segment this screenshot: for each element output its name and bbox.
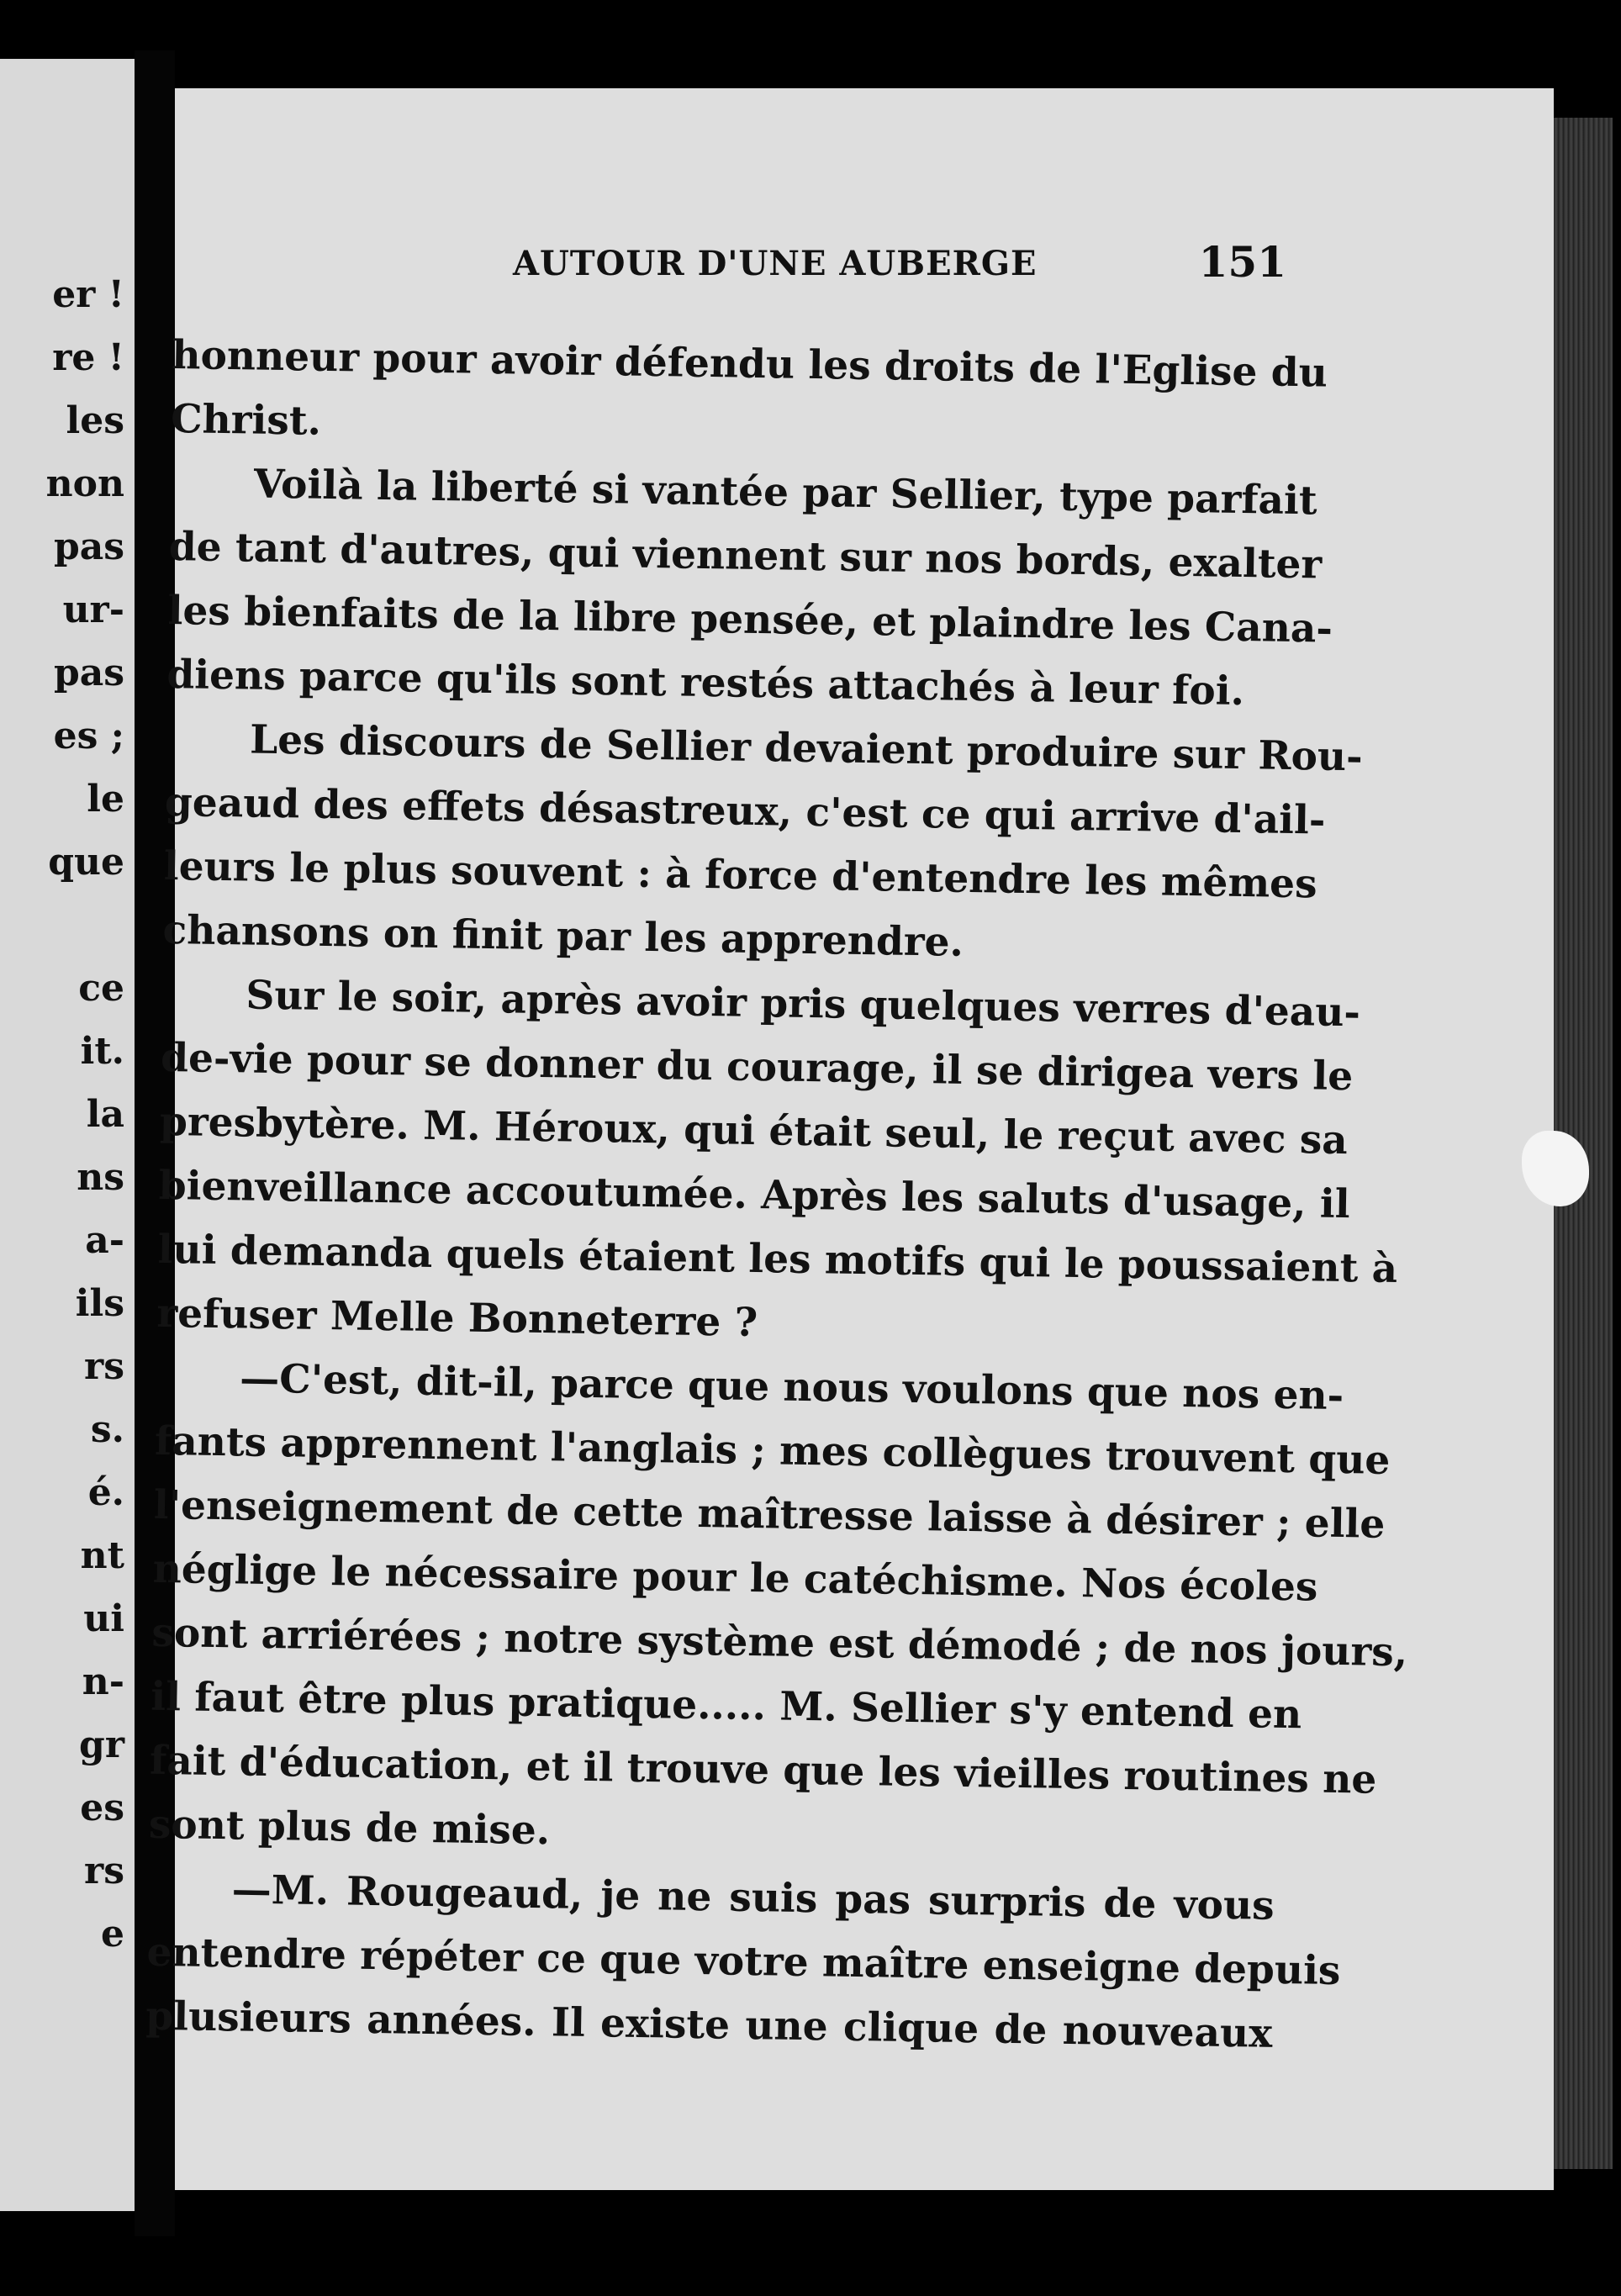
previous-page-fragment: les <box>66 399 124 442</box>
text-line: fants apprennent l'anglais ; mes collègues trouvent que <box>154 1417 1391 1484</box>
page-number: 151 <box>1198 237 1286 287</box>
text-line: Les discours de Sellier devaient produire sur Rou- <box>249 716 1364 781</box>
previous-page-fragment: re ! <box>52 336 124 379</box>
previous-page-fragment: que <box>48 841 124 884</box>
text-line: bienveillance accoutumée. Après les saluts d'usage, il <box>158 1162 1350 1228</box>
previous-page-fragment: rs <box>84 1345 124 1388</box>
running-title: AUTOUR D'UNE AUBERGE <box>513 244 1038 283</box>
previous-page-fragment: e <box>101 1913 124 1956</box>
previous-page-fragment: ils <box>75 1282 124 1325</box>
text-line: sont plus de mise. <box>148 1801 551 1855</box>
previous-page-fragment: es <box>80 1787 124 1829</box>
text-line: honneur pour avoir défendu les droits de l'Eglise du <box>171 331 1328 397</box>
text-line: geaud des effets désastreux, c'est ce qui arrive d'ail- <box>164 779 1326 844</box>
text-line: sont arriérées ; notre système est démodé ; de nos jours, <box>151 1609 1408 1676</box>
previous-page-fragment: le <box>87 778 124 821</box>
text-line: néglige le nécessaire pour le catéchisme. Nos écoles <box>152 1545 1318 1611</box>
previous-page-fragment: gr <box>79 1723 124 1766</box>
text-line: de tant d'autres, qui viennent sur nos bords, exalter <box>168 523 1323 589</box>
previous-page-fragment: er ! <box>52 273 124 316</box>
text-line: de-vie pour se donner du courage, il se dirigea vers le <box>160 1034 1354 1100</box>
previous-page-fragment: ui <box>83 1597 124 1640</box>
running-head <box>336 237 1286 294</box>
previous-page-fragment: é. <box>87 1471 124 1514</box>
previous-page-strip <box>0 59 135 2211</box>
text-line: diens parce qu'ils sont restés attachés à leur foi. <box>166 651 1245 715</box>
text-line: entendre répéter ce que votre maître enseigne depuis <box>146 1929 1341 1995</box>
previous-page-fragment: ns <box>77 1156 124 1199</box>
previous-page-fragment: it. <box>80 1030 124 1073</box>
previous-page-fragment: pas <box>53 652 124 694</box>
text-line: lui demanda quels étaient les motifs qui le poussaient à <box>157 1226 1398 1293</box>
previous-page-fragment: rs <box>84 1850 124 1892</box>
text-line: l'enseignement de cette maîtresse laisse à désirer ; elle <box>153 1481 1386 1548</box>
previous-page-fragment: nt <box>80 1534 124 1577</box>
text-line: Sur le soir, après avoir pris quelques verres d'eau- <box>246 972 1361 1037</box>
text-line: chansons on finit par les apprendre. <box>162 906 964 966</box>
text-line: refuser Melle Bonneterre ? <box>156 1290 758 1347</box>
previous-page-fragment: la <box>86 1093 124 1136</box>
text-line: les bienfaits de la libre pensée, et plaindre les Cana- <box>167 587 1333 652</box>
text-line: —M. Rougeaud, je ne suis pas surpris de vous <box>231 1866 1275 1929</box>
text-line: —C'est, dit-il, parce que nous voulons que nos en- <box>239 1355 1344 1420</box>
body-text <box>145 324 1408 2066</box>
text-line: presbytère. M. Héroux, qui était seul, le reçut avec sa <box>159 1098 1349 1164</box>
previous-page-fragment: ur- <box>62 589 124 631</box>
previous-page-fragment: n- <box>82 1660 124 1703</box>
text-line: fait d'éducation, et il trouve que les vieilles routines ne <box>149 1737 1377 1803</box>
text-line: plusieurs années. Il existe une clique de nouveaux <box>145 1993 1273 2057</box>
text-line: il faut être plus pratique..... M. Sellier s'y entend en <box>150 1673 1302 1739</box>
text-line: Christ. <box>170 395 322 445</box>
text-line: Voilà la liberté si vantée par Sellier, type parfait <box>253 461 1317 525</box>
previous-page-fragment: s. <box>90 1408 124 1451</box>
previous-page-fragment: a- <box>85 1219 124 1262</box>
text-line: leurs le plus souvent : à force d'entendre les mêmes <box>163 842 1317 908</box>
previous-page-fragment: ce <box>78 967 124 1010</box>
previous-page-fragment: pas <box>53 525 124 568</box>
previous-page-fragment: es ; <box>53 715 124 757</box>
previous-page-fragment: non <box>45 462 124 505</box>
